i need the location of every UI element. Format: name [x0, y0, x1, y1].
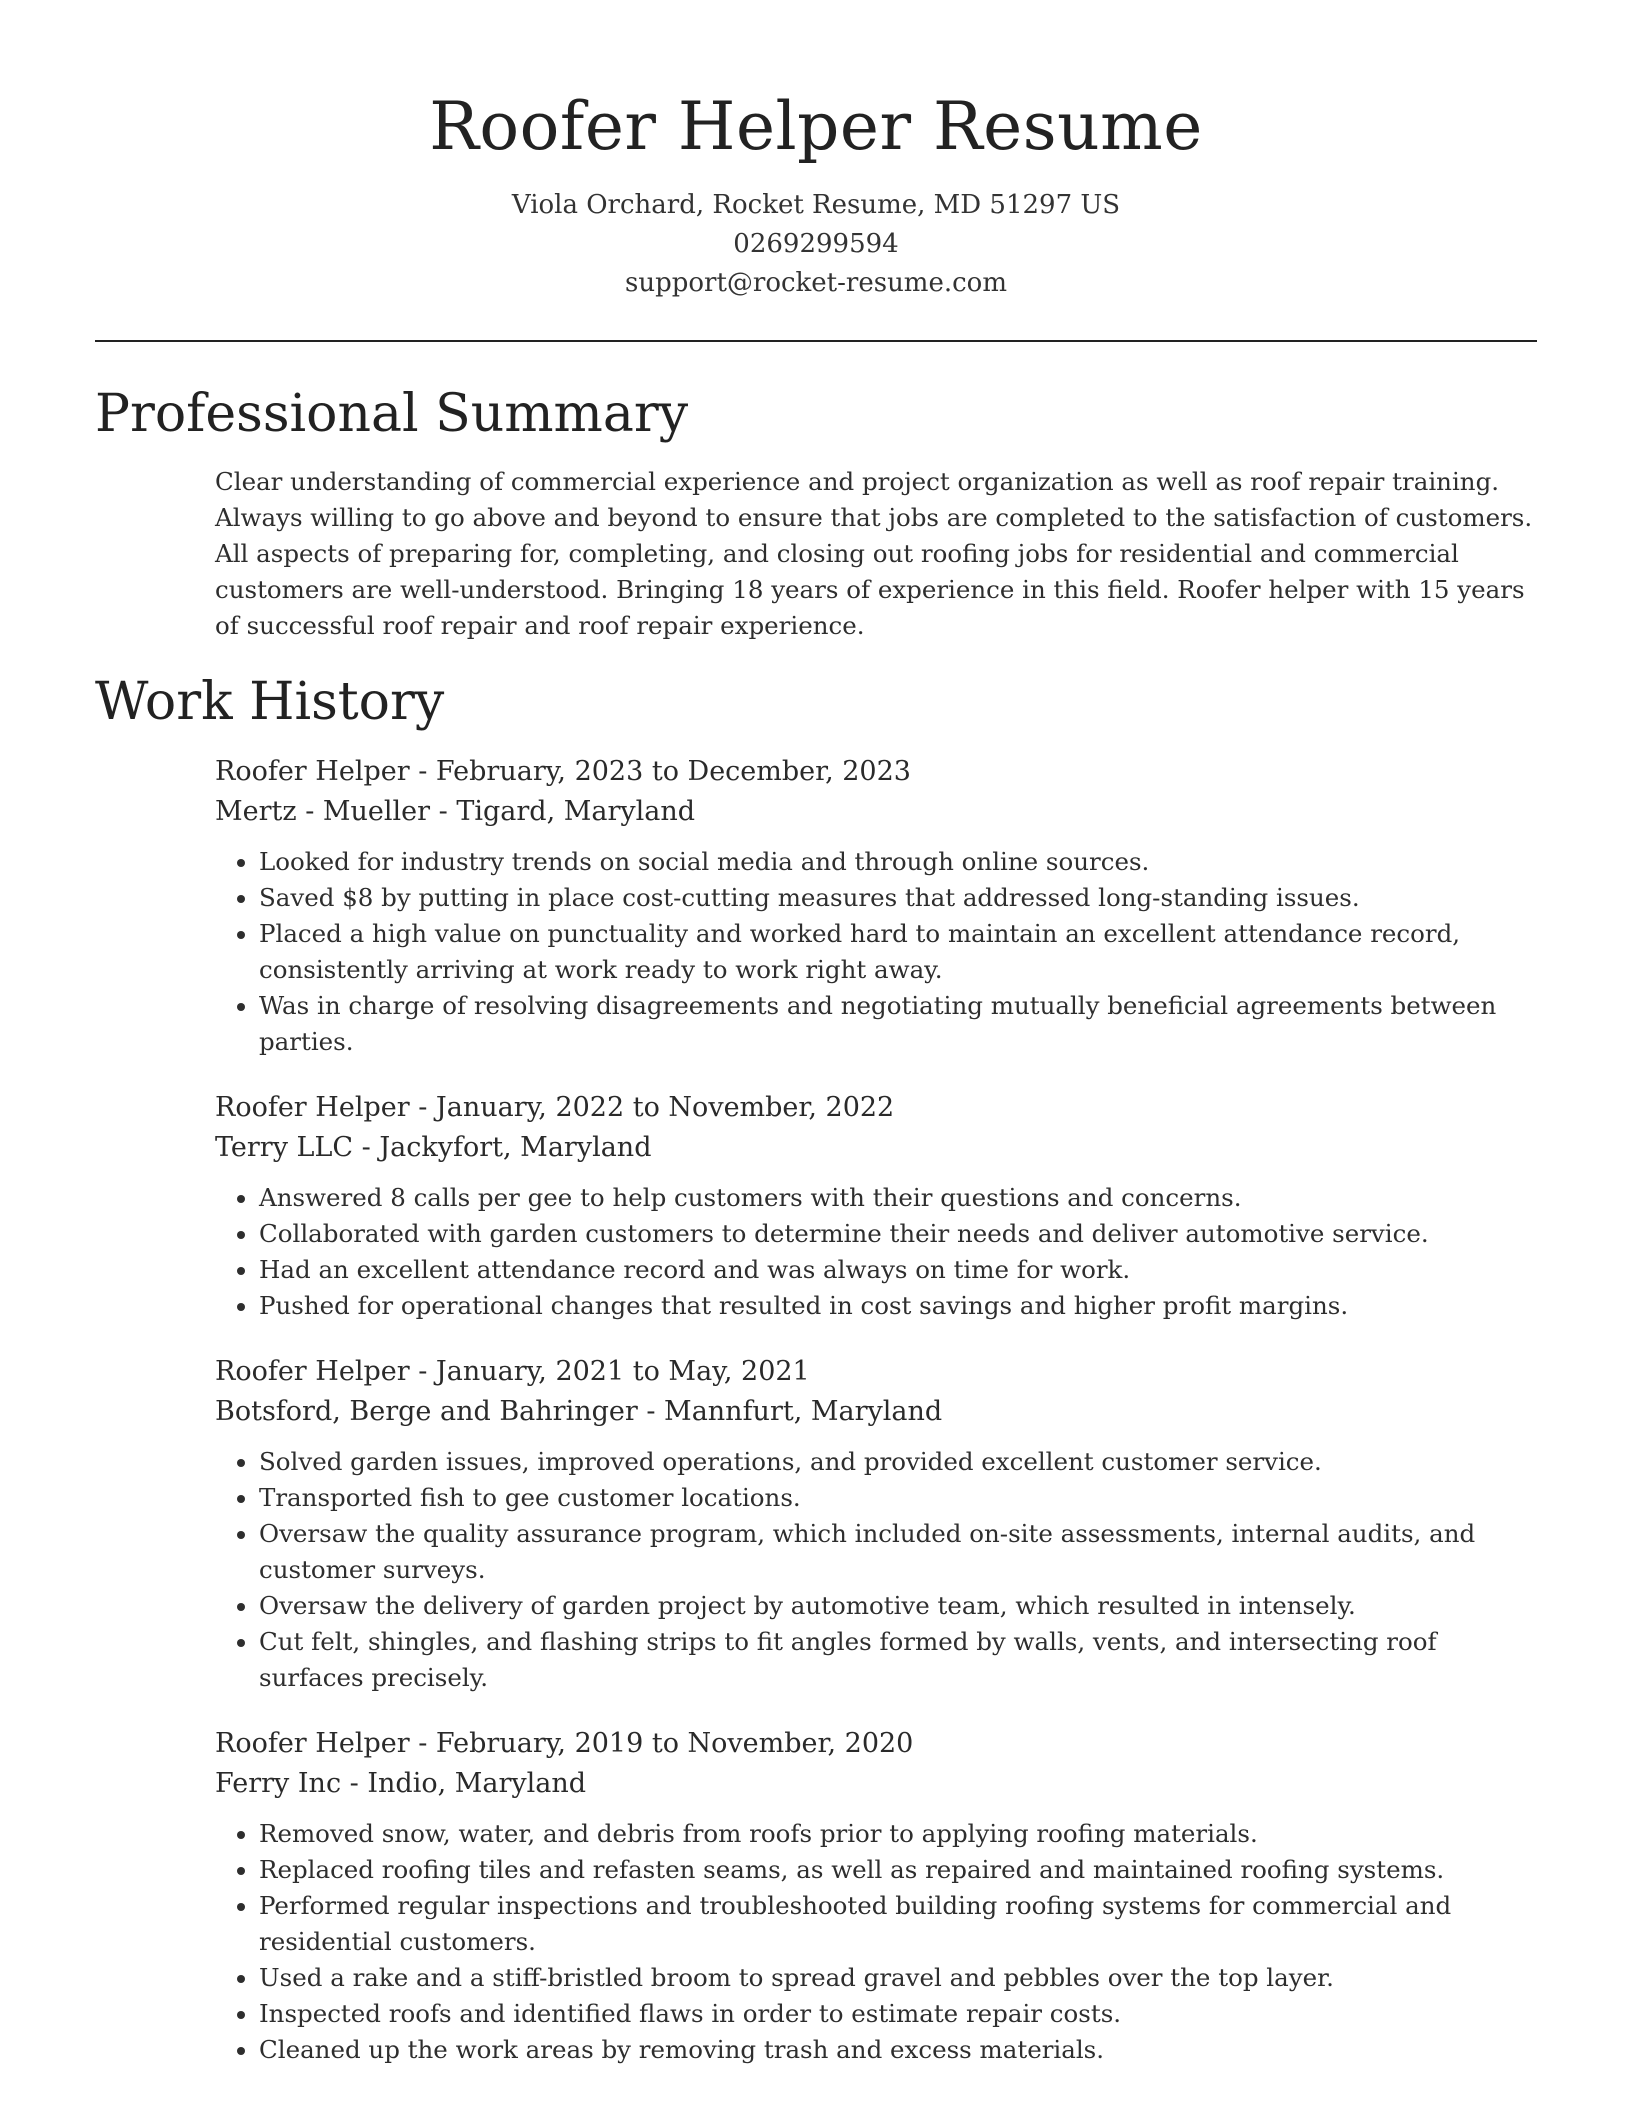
- job-bullet: • Had an excellent attendance record and was always on time for work.: [259, 1252, 1537, 1288]
- job-title-line: Roofer Helper - January, 2022 to November, 2022: [215, 1092, 895, 1123]
- job-bullet: • Solved garden issues, improved operations, and provided excellent customer service.: [259, 1444, 1537, 1480]
- job-bullet: • Inspected roofs and identified flaws in order to estimate repair costs.: [259, 1996, 1537, 2032]
- job-bullet: • Cleaned up the work areas by removing trash and excess materials.: [259, 2032, 1537, 2068]
- job-bullet: • Placed a high value on punctuality and worked hard to maintain an excellent attendance record, consistently arriving at work ready to work right away.: [259, 916, 1537, 988]
- job-company-line: Terry LLC - Jackyfort, Maryland: [215, 1132, 652, 1163]
- job-bullet-list: [215, 844, 1537, 1060]
- job-entry: [215, 1352, 1537, 1696]
- job-company-line: Botsford, Berge and Bahringer - Mannfurt, Maryland: [215, 1396, 943, 1427]
- job-bullet: • Oversaw the delivery of garden project by automotive team, which resulted in intensely.: [259, 1588, 1537, 1624]
- job-bullet: • Removed snow, water, and debris from roofs prior to applying roofing materials.: [259, 1816, 1537, 1852]
- job-bullet: • Collaborated with garden customers to determine their needs and deliver automotive service.: [259, 1216, 1537, 1252]
- contact-info: [95, 186, 1537, 303]
- contact-phone: 0269299594: [733, 229, 899, 259]
- job-entry: [215, 752, 1537, 1060]
- job-company-line: Ferry Inc - Indio, Maryland: [215, 1768, 587, 1799]
- job-company-line: Mertz - Mueller - Tigard, Maryland: [215, 796, 696, 827]
- job-title-line: Roofer Helper - February, 2019 to November, 2020: [215, 1728, 914, 1759]
- job-entry: [215, 1088, 1537, 1324]
- contact-address: Viola Orchard, Rocket Resume, MD 51297 US: [511, 190, 1121, 220]
- job-title-line: Roofer Helper - February, 2023 to December, 2023: [215, 756, 911, 787]
- job-bullet-list: [215, 1816, 1537, 2068]
- job-bullet: • Cut felt, shingles, and flashing strips to fit angles formed by walls, vents, and intersecting roof surfaces precisely.: [259, 1624, 1537, 1696]
- summary-heading: Professional Summary: [95, 384, 689, 444]
- job-bullet: • Was in charge of resolving disagreements and negotiating mutually beneficial agreements between parties.: [259, 988, 1537, 1060]
- work-history-heading: Work History: [95, 672, 445, 732]
- resume-title: Roofer Helper Resume: [429, 88, 1203, 165]
- job-bullet-list: [215, 1180, 1537, 1324]
- job-bullet: • Pushed for operational changes that resulted in cost savings and higher profit margins.: [259, 1288, 1537, 1324]
- job-bullet: • Performed regular inspections and troubleshooted building roofing systems for commercial and residential customers.: [259, 1888, 1537, 1960]
- contact-email: support@rocket-resume.com: [624, 268, 1007, 298]
- summary-text: Clear understanding of commercial experience and project organization as well as roof repair training. Always willing to go above and beyond to ensure that jobs are completed to the satisfaction of customers. All aspects of preparing for, completing, and closing out roofing jobs for residential and commercial customers are well-understood. Bringing 18 years of experience in this field. Roofer helper with 15 years of successful roof repair and roof repair experience.: [215, 467, 1533, 640]
- job-bullet-list: [215, 1444, 1537, 1696]
- job-bullet: • Saved $8 by putting in place cost-cutting measures that addressed long-standing issues.: [259, 880, 1537, 916]
- job-bullet: • Replaced roofing tiles and refasten seams, as well as repaired and maintained roofing systems.: [259, 1852, 1537, 1888]
- job-entry: [215, 1724, 1537, 2068]
- job-bullet: • Used a rake and a stiff-bristled broom to spread gravel and pebbles over the top layer.: [259, 1960, 1537, 1996]
- work-history-list: [95, 752, 1537, 2068]
- job-bullet: • Looked for industry trends on social media and through online sources.: [259, 844, 1537, 880]
- job-bullet: • Oversaw the quality assurance program, which included on-site assessments, internal audits, and customer surveys.: [259, 1516, 1537, 1588]
- header-divider: [95, 340, 1537, 342]
- job-bullet: • Transported fish to gee customer locations.: [259, 1480, 1537, 1516]
- job-bullet: • Answered 8 calls per gee to help customers with their questions and concerns.: [259, 1180, 1537, 1216]
- job-title-line: Roofer Helper - January, 2021 to May, 2021: [215, 1356, 810, 1387]
